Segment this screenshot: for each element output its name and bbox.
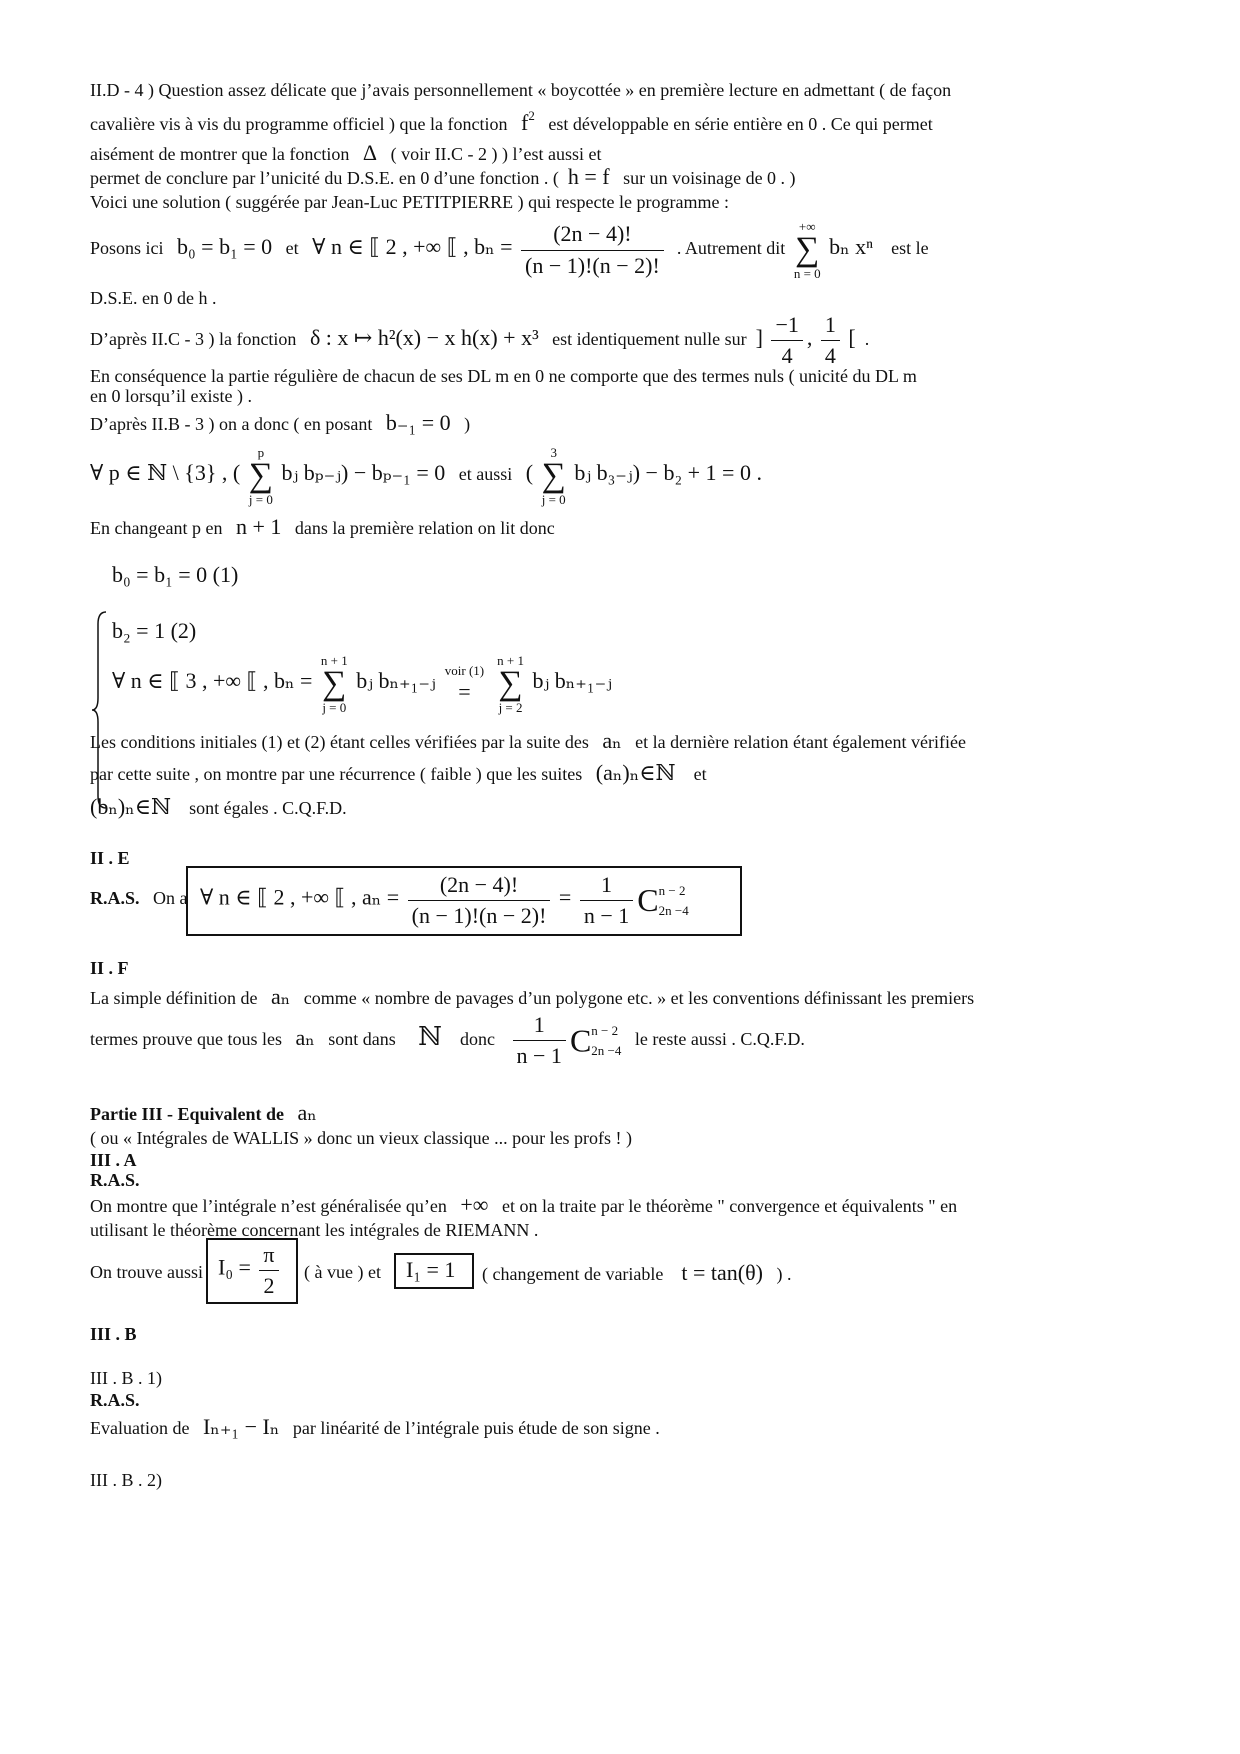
math-delta: Δ (362, 140, 378, 165)
sum-symbol: n + 1 ∑ j = 2 (497, 653, 524, 715)
text-line: par cette suite , on montre par une récurrence ( faible ) que les suites (aₙ)ₙ∈ℕ et (90, 760, 707, 785)
boxed-formula: ∀ n ∈ ⟦ 2 , +∞ ⟦ , aₙ = $\frac{(2n - 4)!}{(n - 1)!(n - 2)!}$ = $\frac{1}{n - 1}$ C n − 2 2n −4 (186, 866, 742, 936)
boxed-formula-i0: I₀ = $\frac{\pi}{2}$ (206, 1238, 298, 1304)
math-f: f (521, 110, 529, 135)
sum-symbol: 3 ∑ j = 0 (541, 445, 566, 507)
sum-symbol: +∞ ∑ n = 0 (793, 219, 821, 281)
formula-line: termes prouve que tous les aₙ sont dans ℕ donc $\frac{1}{n - 1}$ C n − 2 2n −4 le reste aussi . C.Q.F.D. (90, 1012, 805, 1069)
formula-line: Posons ici b₀ = b₁ = 0 et ∀ n ∈ ⟦ 2 , +∞ ⟦ , bₙ = $\frac{(2n - 4)!}{(n - 1)!(n - 2)!}$ . Autrement dit +∞ ∑ n = 0 bₙ xⁿ est le (90, 219, 929, 281)
sum-symbol: p ∑ j = 0 (248, 445, 273, 507)
text-line: utilisant le théorème concernant les intégrales de RIEMANN . (90, 1220, 539, 1240)
fraction: $\frac{1}{n - 1}$ (513, 1012, 566, 1070)
subsection-heading: III . B . 2) (90, 1470, 162, 1490)
text-line: La simple définition de aₙ comme « nombre de pavages d’un polygone etc. » et les conventions définissant les premiers (90, 984, 975, 1009)
text-line: ( ou « Intégrales de WALLIS » donc un vieux classique ... pour les profs ! ) (90, 1128, 633, 1148)
text-line: aisément de montrer que la fonction Δ ( voir II.C - 2 ) ) l’est aussi et (90, 140, 602, 165)
text-line: En changeant p en n + 1 dans la première relation on lit donc (90, 514, 555, 539)
math-h-eq-f: h = f (567, 164, 610, 189)
section-heading: III . A (90, 1150, 137, 1170)
formula-line: ∀ p ∈ ℕ \ {3} , ( p ∑ j = 0 bⱼ bₚ₋ⱼ) − bₚ₋₁ = 0 et aussi ( 3 ∑ j = 0 bⱼ b₃₋ⱼ) − b₂ + 1 = 0 . (90, 445, 762, 507)
fraction: $\frac{1}{4}$ (821, 312, 840, 370)
fraction: $\frac{\pi}{2}$ (259, 1242, 278, 1299)
part-title: Partie III - Equivalent de aₙ (90, 1100, 317, 1125)
text-line: Voici une solution ( suggérée par Jean-Luc PETITPIERRE ) qui respecte le programme : (90, 192, 729, 212)
fraction: $\frac{(2n - 4)!}{(n - 1)!(n - 2)!}$ (408, 872, 551, 929)
text-line: En conséquence la partie régulière de chacun de ses DL m en 0 ne comporte que des termes nuls ( unicité du DL m (90, 366, 917, 386)
text-line: (bₙ)ₙ∈ℕ sont égales . C.Q.F.D. (90, 794, 347, 819)
text-line: en 0 lorsqu’il existe ) . (90, 386, 252, 406)
ras-label: R.A.S. (90, 1170, 140, 1190)
boxed-formula-i1: I₁ = 1 (394, 1253, 474, 1289)
fraction: $\frac{-1}{4}$ (771, 312, 802, 370)
text-line: D’après II.B - 3 ) on a donc ( en posant b₋₁ = 0 ) (90, 410, 471, 435)
text-line: II.D - 4 ) Question assez délicate que j’avais personnellement « boycottée » en première lecture en admettant ( de façon (90, 80, 952, 100)
subsection-heading: III . B . 1) (90, 1368, 162, 1388)
system-line-1: b₀ = b₁ = 0 (1) (112, 562, 239, 587)
text-line: R.A.S. On a (90, 888, 188, 908)
text-line: ( à vue ) et (304, 1262, 381, 1282)
text-line: D.S.E. en 0 de h . (90, 288, 217, 308)
text-line: On trouve aussi (90, 1262, 203, 1282)
text-line: On montre que l’intégrale n’est généralisée qu’en +∞ et on la traite par le théorème " convergence et équivalents " en (90, 1192, 958, 1217)
sum-symbol: n + 1 ∑ j = 0 (320, 653, 348, 715)
section-heading: II . E (90, 848, 130, 868)
text-line: cavalière vis à vis du programme officiel ) que la fonction $f^2$ est développable en série entière en 0 . Ce qui permet (90, 108, 933, 135)
text-line: permet de conclure par l’unicité du D.S.E. en 0 d’une fonction . ( h = f sur un voisinage de 0 . ) (90, 164, 796, 189)
system-line-3: ∀ n ∈ ⟦ 3 , +∞ ⟦ , bₙ = n + 1 ∑ j = 0 bⱼ bₙ₊₁₋ⱼ voir (1) = n + 1 ∑ j = 2 bⱼ bₙ₊₁₋ⱼ (112, 653, 613, 715)
text-line: ( changement de variable t = tan(θ) ) . (482, 1260, 792, 1285)
fraction: $\frac{(2n - 4)!}{(n - 1)!(n - 2)!}$ (521, 221, 664, 279)
ras-label: R.A.S. (90, 1390, 140, 1410)
section-heading: II . F (90, 958, 129, 978)
system-line-2: b₂ = 1 (2) (112, 618, 197, 643)
text-line: Les conditions initiales (1) et (2) étant celles vérifiées par la suite des aₙ et la dernière relation étant également vérifiée (90, 728, 966, 753)
text-line: Evaluation de Iₙ₊₁ − Iₙ par linéarité de l’intégrale puis étude de son signe . (90, 1414, 660, 1439)
section-heading: III . B (90, 1324, 137, 1344)
fraction: $\frac{1}{n - 1}$ (580, 872, 633, 929)
formula-line: D’après II.C - 3 ) la fonction δ : x ↦ h²(x) − x h(x) + x³ est identiquement nulle sur ] $\frac{-1}{4}$ , $\frac{1}{4}$ [ . (90, 312, 870, 369)
